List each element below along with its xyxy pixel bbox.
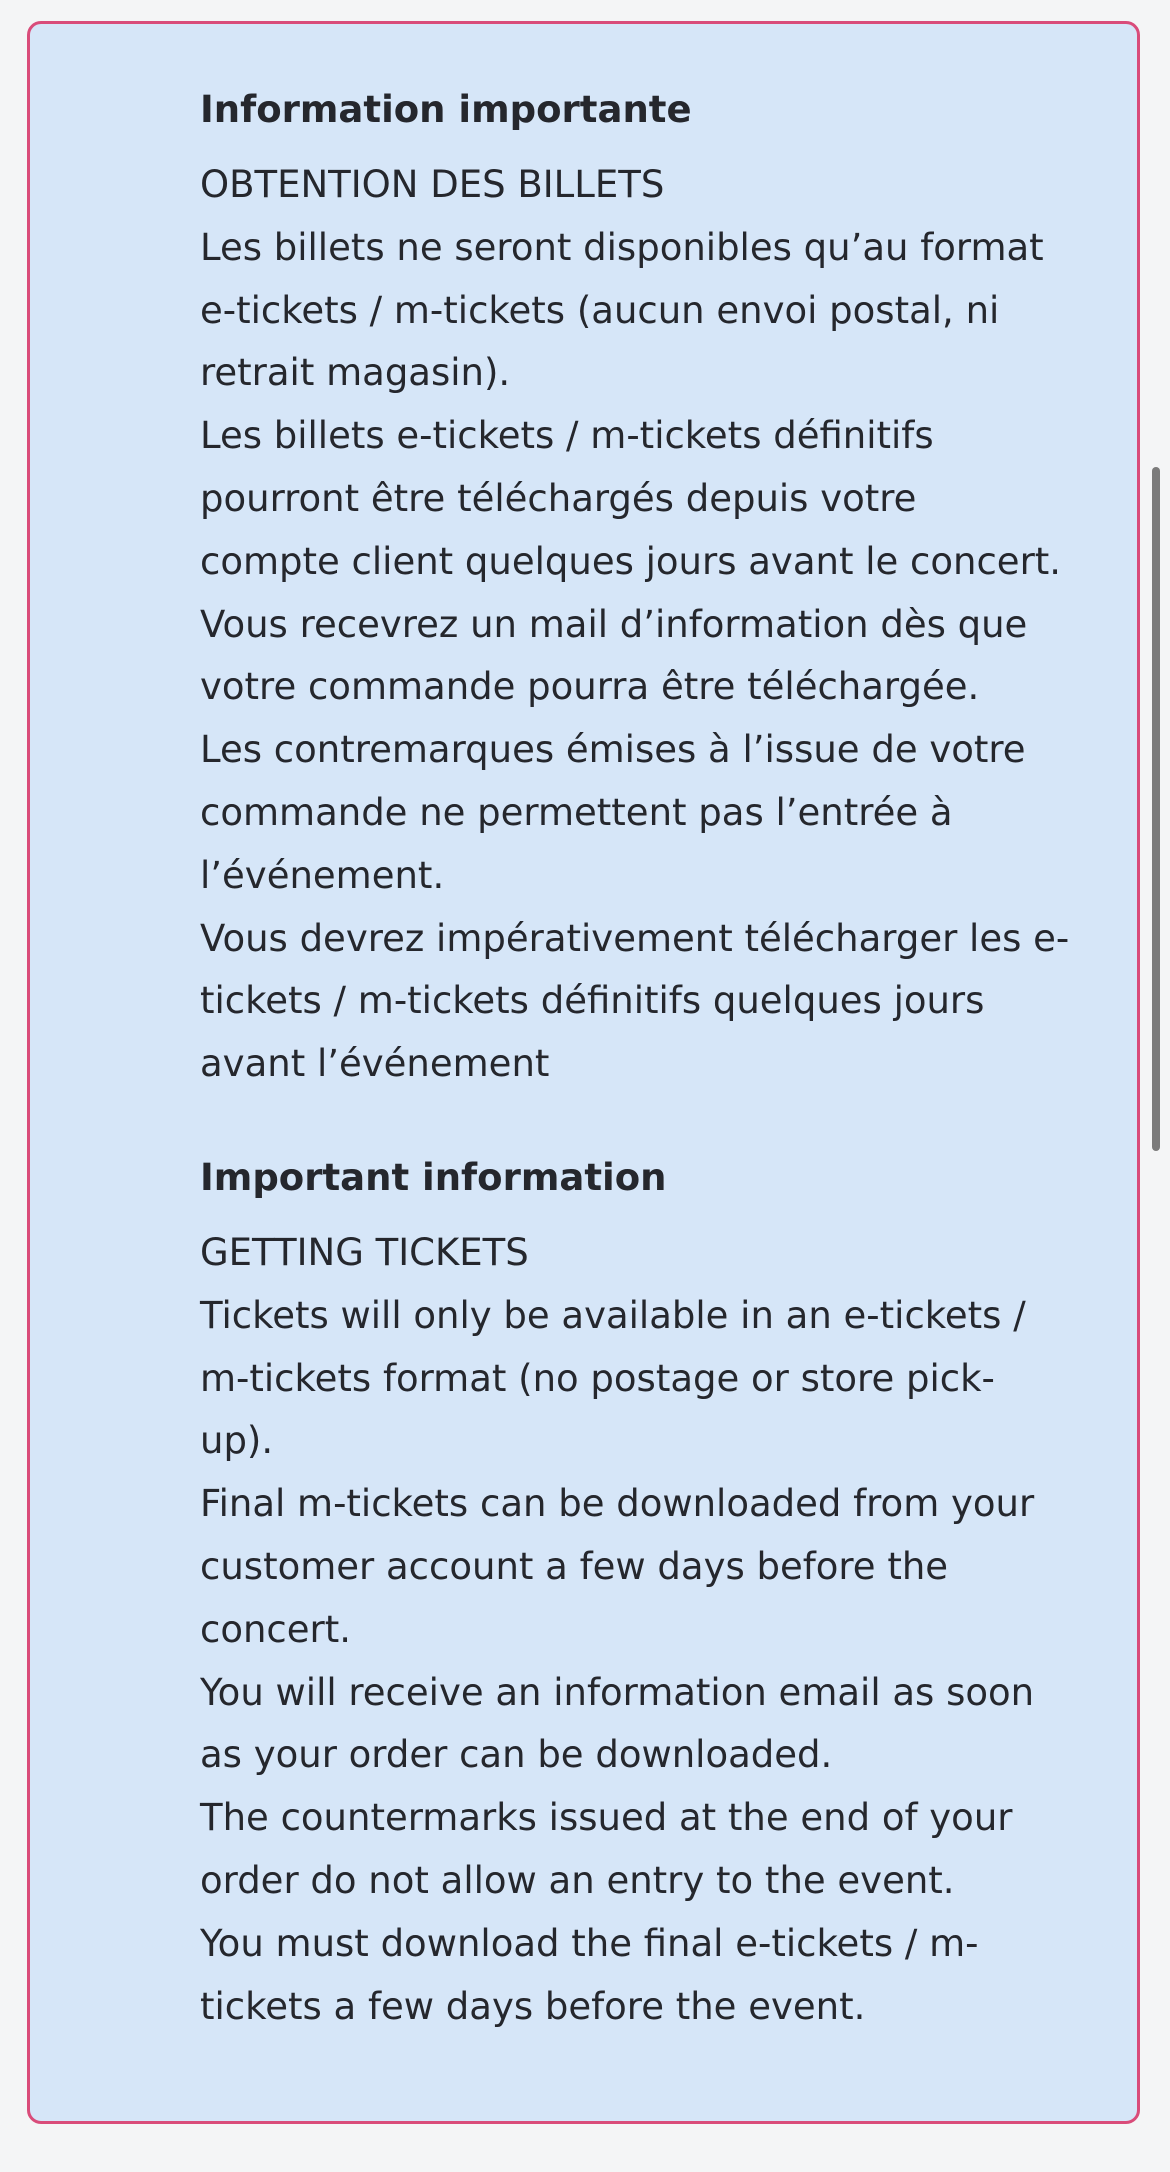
french-section-body (200, 154, 1130, 1096)
french-line: OBTENTION DES BILLETS (200, 163, 665, 206)
english-line: customer account a few days before the (200, 1544, 949, 1588)
vertical-scrollbar[interactable] (1152, 467, 1160, 1151)
french-line: pourront être téléchargés depuis votre (200, 476, 917, 520)
english-line: as your order can be downloaded. (200, 1733, 833, 1777)
french-line: l’événement. (200, 853, 445, 897)
english-line: The countermarks issued at the end of your (200, 1796, 1013, 1840)
english-section-body (200, 1222, 1130, 2038)
french-line: Les contremarques émises à l’issue de votre (200, 728, 1026, 772)
french-line: Vous devrez impérativement télécharger les e- (200, 916, 1070, 960)
french-line: compte client quelques jours avant le concert. (200, 539, 1062, 583)
french-line: Les billets e-tickets / m-tickets définitifs (200, 414, 934, 458)
french-line: tickets / m-tickets définitifs quelques jours (200, 979, 985, 1023)
english-line: m-tickets format (no postage or store pick- (200, 1356, 995, 1400)
english-line: order do not allow an entry to the event. (200, 1858, 955, 1902)
french-line: retrait magasin). (200, 351, 511, 395)
french-line: votre commande pourra être téléchargée. (200, 665, 980, 709)
french-line: avant l’événement (200, 1042, 550, 1086)
important-information-box (27, 21, 1140, 2124)
english-line: GETTING TICKETS (200, 1230, 529, 1274)
information-content (200, 86, 1130, 2038)
french-line: Les billets ne seront disponibles qu’au format (200, 225, 1044, 269)
french-line: e-tickets / m-tickets (aucun envoi postal, ni (200, 288, 1000, 332)
french-line: commande ne permettent pas l’entrée à (200, 790, 953, 834)
english-line: tickets a few days before the event. (200, 1984, 866, 2028)
english-line: concert. (200, 1607, 352, 1651)
english-line: up). (200, 1419, 274, 1463)
english-line: Final m-tickets can be downloaded from your (200, 1482, 1035, 1526)
french-line: Vous recevrez un mail d’information dès que (200, 602, 1028, 646)
english-line: You will receive an information email as soon (200, 1670, 1035, 1714)
french-section-title: Information importante (200, 88, 692, 131)
english-line: You must download the final e-tickets / m- (200, 1921, 979, 1965)
english-line: Tickets will only be available in an e-tickets / (200, 1293, 1026, 1337)
english-section-title: Important information (200, 1155, 667, 1199)
